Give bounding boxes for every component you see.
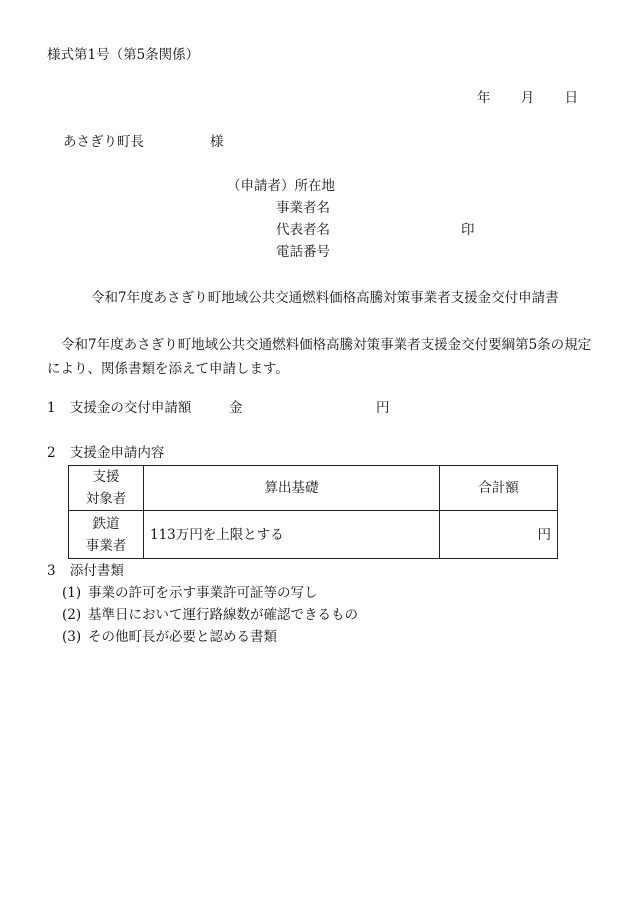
applicant-phone-label: 電話番号 [276, 244, 330, 260]
attachment-item-number: (2) [62, 607, 82, 623]
item-1-label: 支援金の交付申請額 [69, 400, 192, 416]
applicant-address-label: （申請者）所在地 [227, 178, 335, 194]
item-3 [47, 565, 124, 579]
table-header-row [69, 466, 558, 511]
item-3-label: 添付書類 [69, 563, 124, 579]
header-total: 合計額 [440, 466, 558, 511]
attachment-item-text: その他町長が必要と認める書類 [88, 629, 277, 645]
item-2-label: 支援金申請内容 [69, 445, 165, 461]
body-text-content: 令和7年度あさぎり町地域公共交通燃料価格高騰対策事業者支援金交付要綱第5条の規定により、関係書類を添えて申請します。 [47, 337, 592, 377]
document-title: 令和7年度あさぎり町地域公共交通燃料価格高騰対策事業者支援金交付申請書 [91, 290, 559, 306]
row-basis: 113万円を上限とする [144, 511, 440, 559]
applicant-representative-label: 代表者名 [276, 222, 330, 238]
item-1-yen: 円 [376, 400, 390, 416]
item-2 [47, 447, 164, 461]
item-1 [47, 400, 390, 416]
addressee-honorific: 様 [210, 134, 224, 150]
row-target [69, 511, 144, 559]
date-month: 月 [520, 90, 535, 106]
attachment-item [62, 587, 318, 601]
form-number: 様式第1号（第5条関係） [47, 47, 200, 63]
header-target [69, 466, 144, 511]
header-target-line1: 支援 [92, 469, 120, 485]
attachment-item-text: 事業の許可を示す事業許可証等の写し [88, 585, 318, 601]
addressee-name: あさぎり町長 [63, 134, 144, 150]
date-line [477, 92, 578, 106]
row-target-line2: 事業者 [85, 537, 127, 554]
date-day: 日 [564, 90, 579, 106]
table-row [69, 511, 558, 559]
row-target-line1: 鉄道 [92, 515, 120, 532]
item-1-kin: 金 [229, 400, 243, 416]
item-3-number: 3 [47, 563, 56, 579]
seal-mark: 印 [461, 222, 475, 238]
header-target-line2: 対象者 [85, 491, 127, 507]
attachment-item-number: (1) [62, 585, 82, 601]
applicant-business-name-label: 事業者名 [276, 200, 330, 216]
addressee [63, 136, 224, 150]
body-text [47, 333, 592, 381]
item-2-number: 2 [47, 445, 56, 461]
header-basis: 算出基礎 [144, 466, 440, 511]
attachment-item [62, 631, 277, 645]
row-total: 円 [440, 511, 558, 559]
item-1-number: 1 [47, 400, 56, 416]
date-year: 年 [477, 90, 491, 106]
attachment-item [62, 609, 358, 623]
attachment-item-number: (3) [62, 629, 82, 645]
support-table [68, 465, 558, 559]
attachment-item-text: 基準日において運行路線数が確認できるもの [88, 607, 358, 623]
